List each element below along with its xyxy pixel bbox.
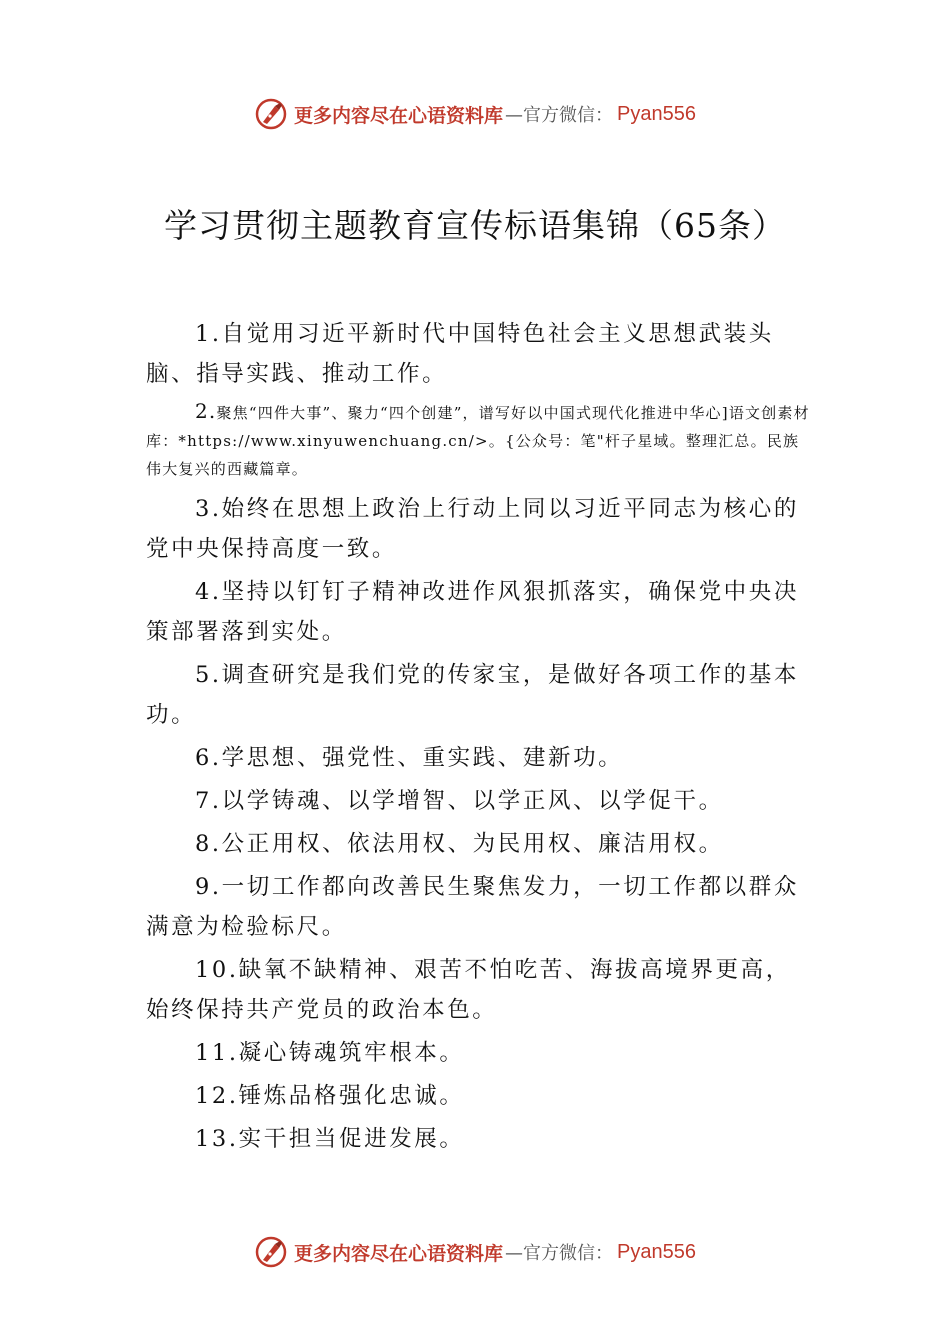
item-number: 11. xyxy=(195,1040,239,1066)
item-number: 1. xyxy=(195,321,222,347)
item-text: 公正用权、依法用权、为民用权、廉洁用权。 xyxy=(221,831,724,857)
item-number: 7. xyxy=(195,788,222,814)
list-item xyxy=(146,1033,810,1073)
list-item xyxy=(146,655,810,735)
item-number: 4. xyxy=(195,579,222,605)
banner-wechat-id: Pyan556 xyxy=(617,102,696,125)
item-text: 始终在思想上政治上行动上同以习近平同志为核心的党中央保持高度一致。 xyxy=(146,496,799,562)
list-item xyxy=(146,738,810,778)
item-text: 坚持以钉钉子精神改进作风狠抓落实，确保党中央决策部署落到实处。 xyxy=(146,579,799,645)
list-item xyxy=(146,867,810,947)
banner-site-text: 更多内容尽在心语资料库 xyxy=(294,104,504,127)
item-text: 调查研究是我们党的传家宝，是做好各项工作的基本功。 xyxy=(146,662,799,728)
footer-banner xyxy=(0,1232,950,1272)
list-item xyxy=(146,781,810,821)
list-item xyxy=(146,314,810,394)
pen-nib-icon xyxy=(254,97,288,131)
list-item xyxy=(146,489,810,569)
header-banner xyxy=(0,94,950,134)
item-text: 聚焦“四件大事”、聚力“四个创建”，谱写好以中国式现代化推进中华心]语文创素材库：*https://www.xinyuwenchuang.cn/>。{公众号：笔"杆子星域。整理汇总。民族伟大复兴的西藏篇章。 xyxy=(146,404,810,478)
banner-wechat-id: Pyan556 xyxy=(617,1240,696,1263)
item-text: 一切工作都向改善民生聚焦发力，一切工作都以群众满意为检验标尺。 xyxy=(146,874,799,940)
pen-nib-icon xyxy=(254,1235,288,1269)
banner-wechat-label: —官方微信： xyxy=(505,1243,614,1264)
item-number: 13. xyxy=(195,1126,239,1152)
list-item xyxy=(146,950,810,1030)
item-text: 缺氧不缺精神、艰苦不怕吃苦、海拔高境界更高，始终保持共产党员的政治本色。 xyxy=(146,957,791,1023)
slogan-list xyxy=(146,314,810,1159)
item-text: 学思想、强党性、重实践、建新功。 xyxy=(221,745,624,771)
item-number: 5. xyxy=(195,662,222,688)
banner-site-text: 更多内容尽在心语资料库 xyxy=(294,1242,504,1265)
list-item xyxy=(146,1119,810,1159)
item-number: 12. xyxy=(195,1083,239,1109)
list-item xyxy=(146,397,810,483)
item-number: 9. xyxy=(195,874,222,900)
list-item xyxy=(146,572,810,652)
document-title: 学习贯彻主题教育宣传标语集锦（65条） xyxy=(164,206,786,245)
item-text: 锤炼品格强化忠诚。 xyxy=(238,1083,465,1109)
banner-wechat-label: —官方微信： xyxy=(505,105,614,126)
item-number: 8. xyxy=(195,831,222,857)
item-number: 6. xyxy=(195,745,222,771)
item-text: 自觉用习近平新时代中国特色社会主义思想武装头脑、指导实践、推动工作。 xyxy=(146,321,774,387)
item-text: 实干担当促进发展。 xyxy=(238,1126,465,1152)
item-text: 凝心铸魂筑牢根本。 xyxy=(238,1040,465,1066)
list-item xyxy=(146,824,810,864)
item-number: 10. xyxy=(195,957,239,983)
item-number: 3. xyxy=(195,496,222,522)
list-item xyxy=(146,1076,810,1116)
item-number: 2. xyxy=(195,399,217,423)
item-text: 以学铸魂、以学增智、以学正风、以学促干。 xyxy=(221,788,724,814)
